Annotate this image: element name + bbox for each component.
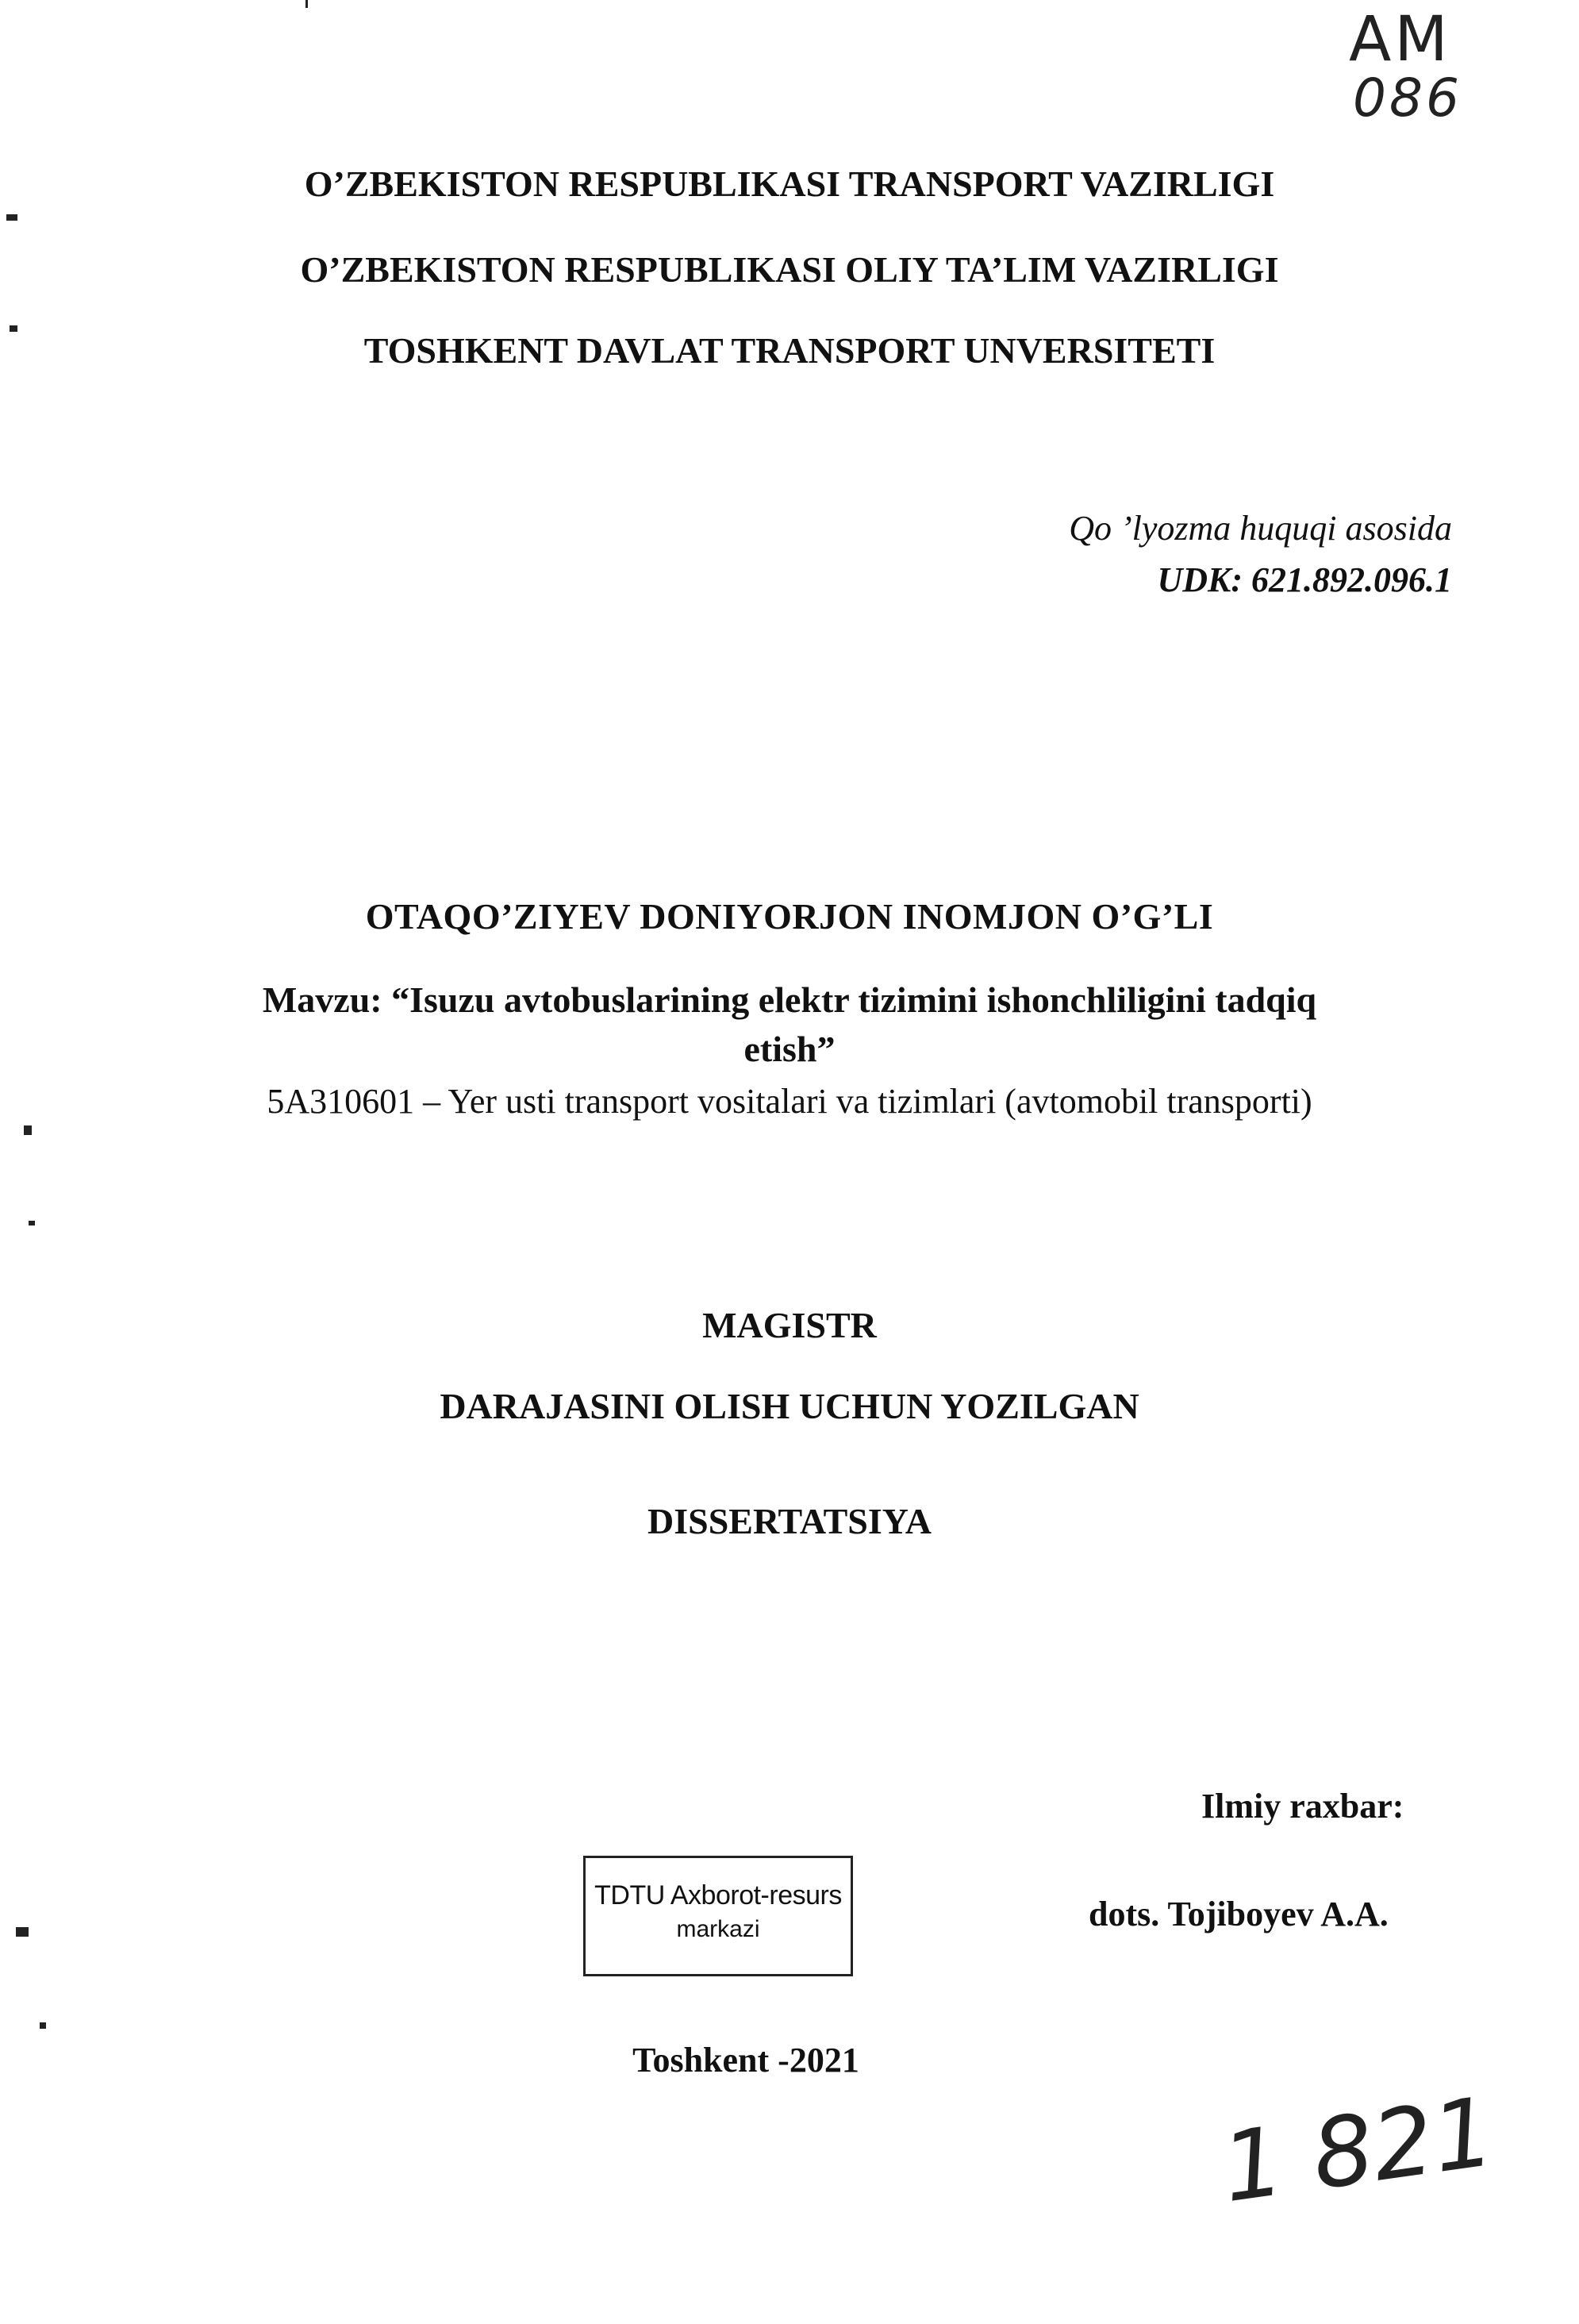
specialty-line: 5A310601 – Yer usti transport vositalari va tizimlari (avtomobil transporti)	[267, 1082, 1312, 1121]
library-stamp	[583, 1856, 853, 1976]
ministry-education-line: O’ZBEKISTON RESPUBLIKASI OLIY TA’LIM VAZIRLIGI	[300, 249, 1279, 290]
scan-speck	[305, 0, 308, 8]
scan-speck	[29, 1221, 35, 1225]
scan-speck	[40, 2022, 46, 2029]
university-line: TOSHKENT DAVLAT TRANSPORT UNVERSITETI	[363, 330, 1216, 371]
scan-speck	[24, 1125, 32, 1135]
supervisor-label: Ilmiy raxbar:	[1201, 1787, 1404, 1826]
topic-line-1: Mavzu: “Isuzu avtobuslarining elektr tizimini ishonchliligini tadqiq	[262, 979, 1317, 1020]
handwritten-code-bottom: 086	[1353, 67, 1462, 129]
supervisor-name: dots. Tojiboyev A.A.	[1089, 1895, 1389, 1933]
degree-line-1: MAGISTR	[702, 1305, 877, 1345]
place-year: Toshkent -2021	[632, 2041, 859, 2080]
ministry-transport-line: O’ZBEKISTON RESPUBLIKASI TRANSPORT VAZIRLIGI	[304, 164, 1275, 204]
degree-line-3: DISSERTATSIYA	[647, 1501, 932, 1541]
scan-speck	[6, 214, 17, 221]
scan-speck	[16, 1927, 29, 1937]
scan-speck	[10, 325, 17, 332]
handwritten-number: 1 821	[1215, 2076, 1501, 2225]
manuscript-rights-note: Qo ’lyozma huquqi asosida	[1069, 509, 1452, 548]
degree-line-2: DARAJASINI OLISH UCHUN YOZILGAN	[440, 1386, 1139, 1426]
topic-line-2: etish”	[743, 1029, 836, 1069]
stamp-line-1: TDTU Axborot-resurs	[594, 1880, 842, 1910]
stamp-line-2: markazi	[676, 1916, 760, 1942]
author-name: OTAQO’ZIYEV DONIYORJON INOMJON O’G’LI	[365, 896, 1214, 937]
udk-code: UDK: 621.892.096.1	[1157, 560, 1452, 599]
handwritten-code-top: AM	[1349, 4, 1451, 75]
